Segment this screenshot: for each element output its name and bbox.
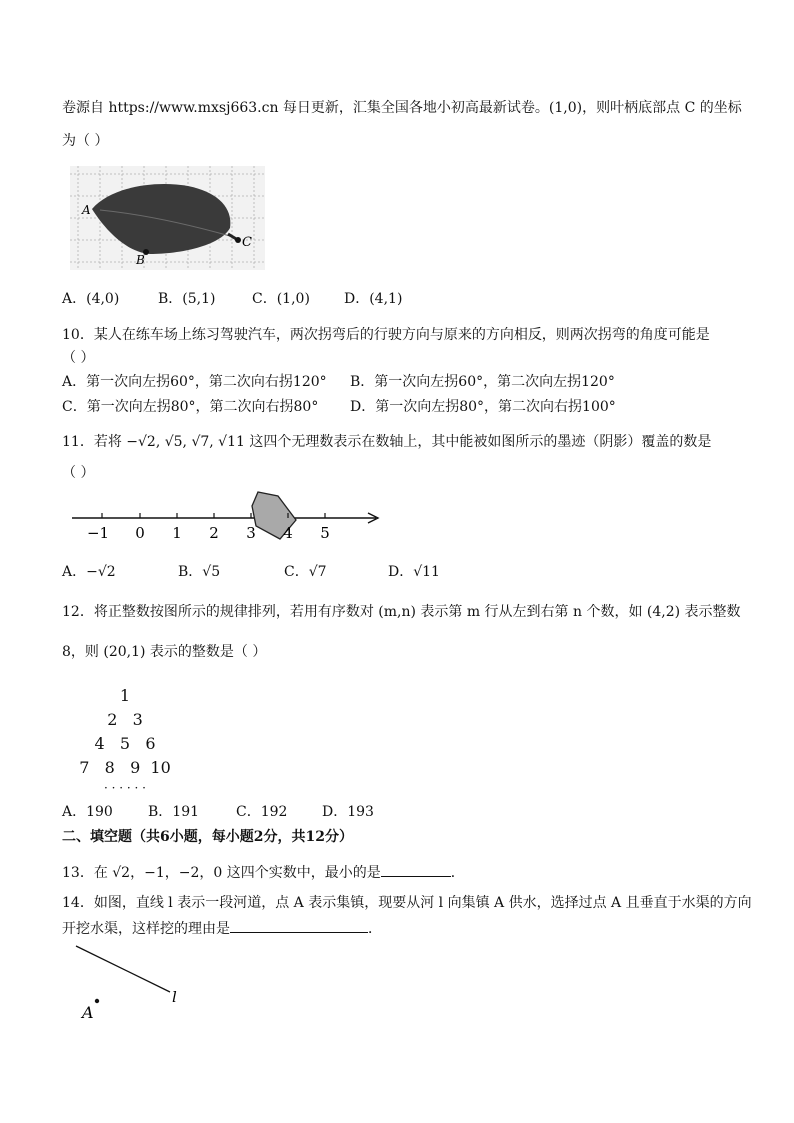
point-a [95, 999, 99, 1003]
q11-options [62, 562, 440, 582]
tick-label: −1 [86, 524, 110, 542]
q11-option-a[interactable]: A．−√2 [62, 564, 116, 580]
leaf-grid-figure [70, 166, 265, 270]
q9-option-c[interactable]: C．(1,0) [252, 291, 310, 307]
q11-option-b[interactable]: B．√5 [178, 564, 221, 580]
q14-answer-blank[interactable] [230, 917, 368, 933]
tick-label: 5 [320, 524, 330, 542]
number-line-figure [68, 486, 386, 546]
tick-label: 0 [135, 524, 145, 542]
tick-label: 3 [246, 524, 256, 542]
label-c: C [242, 235, 252, 250]
river-figure [70, 940, 190, 1022]
section-heading: 二、填空题（共6小题，每小题2分，共12分） [62, 829, 353, 845]
q9-options [62, 289, 402, 309]
q13-line [62, 861, 465, 883]
q10-option-a[interactable]: A．第一次向左拐60°，第二次向右拐120° [62, 374, 327, 390]
label-a: A [82, 203, 91, 217]
triangle-row: 2 3 [107, 710, 143, 729]
q11-option-c[interactable]: C．√7 [284, 564, 327, 580]
q12-line1: 12．将正整数按图所示的规律排列，若用有序数对 (m,n) 表示第 m 行从左到右第 n 个数，如 (4,2) 表示整数 [62, 604, 741, 620]
q14-line1: 14．如图，直线 l 表示一段河道，点 A 表示集镇，现要从河 l 向集镇 A 供水，选择过点 A 且垂直于水渠的方向 [62, 895, 752, 911]
q10-option-d[interactable]: D．第一次向左拐80°，第二次向右拐100° [350, 399, 616, 415]
q9-option-b[interactable]: B．(5,1) [158, 291, 216, 307]
label-l: l [172, 988, 177, 1006]
q13-tail: ． [450, 865, 465, 881]
q12-line2: 8，则 (20,1) 表示的整数是（ ） [62, 644, 267, 660]
q10-option-c[interactable]: C．第一次向左拐80°，第二次向右拐80° [62, 399, 319, 415]
number-triangle-figure [70, 684, 180, 796]
label-a: A [82, 1003, 94, 1022]
q9-line2: 为（ ） [62, 133, 109, 149]
q10-options-row2 [62, 397, 616, 417]
q11-line2: （ ） [62, 465, 95, 481]
triangle-row: 7 8 9 10 [79, 758, 171, 777]
q12-option-b[interactable]: B．191 [148, 804, 200, 820]
q12-options [62, 802, 374, 822]
q10-line2: （ ） [62, 350, 95, 366]
river-line [76, 946, 170, 992]
q14-line2: 开挖水渠，这样挖的理由是 [62, 921, 230, 937]
q12-option-c[interactable]: C．192 [236, 804, 288, 820]
triangle-row: · · · · · · [104, 781, 146, 795]
q12-option-d[interactable]: D．193 [322, 804, 374, 820]
tick-label: 1 [172, 524, 182, 542]
q10-line1: 10．某人在练车场上练习驾驶汽车，两次拐弯后的行驶方向与原来的方向相反，则两次拐弯的角度可能是 [62, 327, 710, 343]
q13-text: 13．在 √2，−1，−2，0 这四个实数中，最小的是 [62, 865, 381, 881]
tick-label: 4 [283, 524, 293, 542]
q11-option-d[interactable]: D．√11 [388, 564, 440, 580]
q14-tail: ． [368, 921, 382, 937]
q10-option-b[interactable]: B．第一次向左拐60°，第二次向左拐120° [350, 374, 615, 390]
triangle-row: 4 5 6 [94, 734, 156, 753]
label-b: B [136, 253, 145, 267]
tick-label: 2 [209, 524, 219, 542]
q10-options-row1 [62, 372, 615, 392]
q9-option-d[interactable]: D．(4,1) [344, 291, 403, 307]
q12-option-a[interactable]: A．190 [62, 804, 113, 820]
q11-line1: 11．若将 −√2, √5, √7, √11 这四个无理数表示在数轴上，其中能被如图所示的墨迹（阴影）覆盖的数是 [62, 434, 712, 450]
triangle-row: 1 [119, 686, 131, 705]
q13-answer-blank[interactable] [381, 861, 451, 877]
q9-option-a[interactable]: A．(4,0) [62, 291, 120, 307]
q9-line1: 卷源自 https://www.mxsj663.cn 每日更新，汇集全国各地小初高最新试卷。(1,0)，则叶柄底部点 C 的坐标 [62, 100, 742, 116]
q14-line2-container [62, 917, 382, 939]
